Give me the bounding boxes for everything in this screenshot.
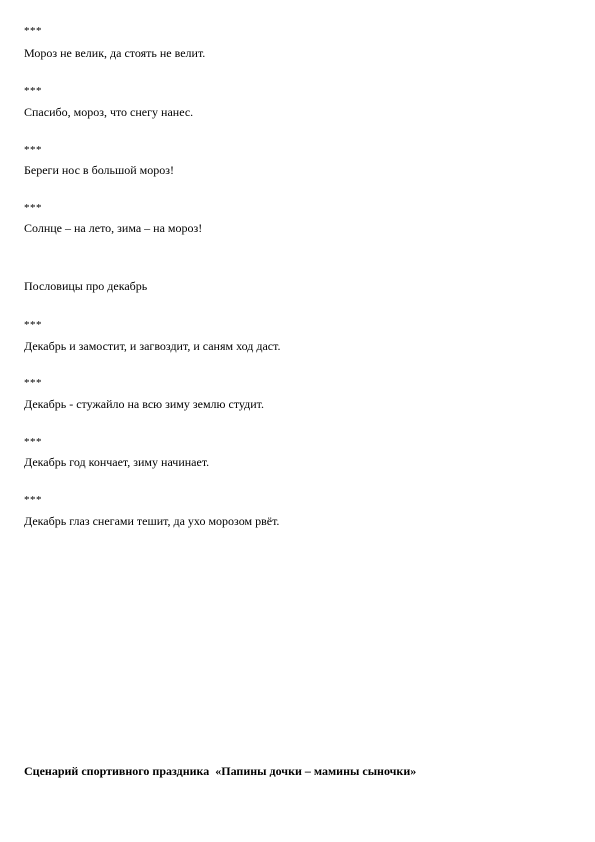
separator: *** bbox=[24, 436, 42, 448]
separator: *** bbox=[24, 25, 42, 37]
separator: *** bbox=[24, 85, 42, 97]
separator: *** bbox=[24, 377, 42, 389]
proverb-december-2: Декабрь - стужайло на всю зиму землю студит. bbox=[24, 397, 265, 411]
proverb-december-1: Декабрь и замостит, и загвоздит, и саням ход даст. bbox=[24, 339, 281, 353]
proverb-frost-4: Солнце – на лето, зима – на мороз! bbox=[24, 221, 203, 235]
separator: *** bbox=[24, 494, 42, 506]
proverb-december-4: Декабрь глаз снегами тешит, да ухо морозом рвёт. bbox=[24, 514, 280, 528]
proverb-frost-3: Береги нос в большой мороз! bbox=[24, 163, 174, 177]
scenario-title: Сценарий спортивного праздника «Папины дочки – мамины сыночки» bbox=[24, 764, 417, 778]
separator: *** bbox=[24, 319, 42, 331]
section-heading-december: Пословицы про декабрь bbox=[24, 279, 148, 293]
proverb-frost-2: Спасибо, мороз, что снегу нанес. bbox=[24, 105, 194, 119]
separator: *** bbox=[24, 144, 42, 156]
separator: *** bbox=[24, 202, 42, 214]
proverb-frost-1: Мороз не велик, да стоять не велит. bbox=[24, 46, 206, 60]
proverb-december-3: Декабрь год кончает, зиму начинает. bbox=[24, 455, 210, 469]
